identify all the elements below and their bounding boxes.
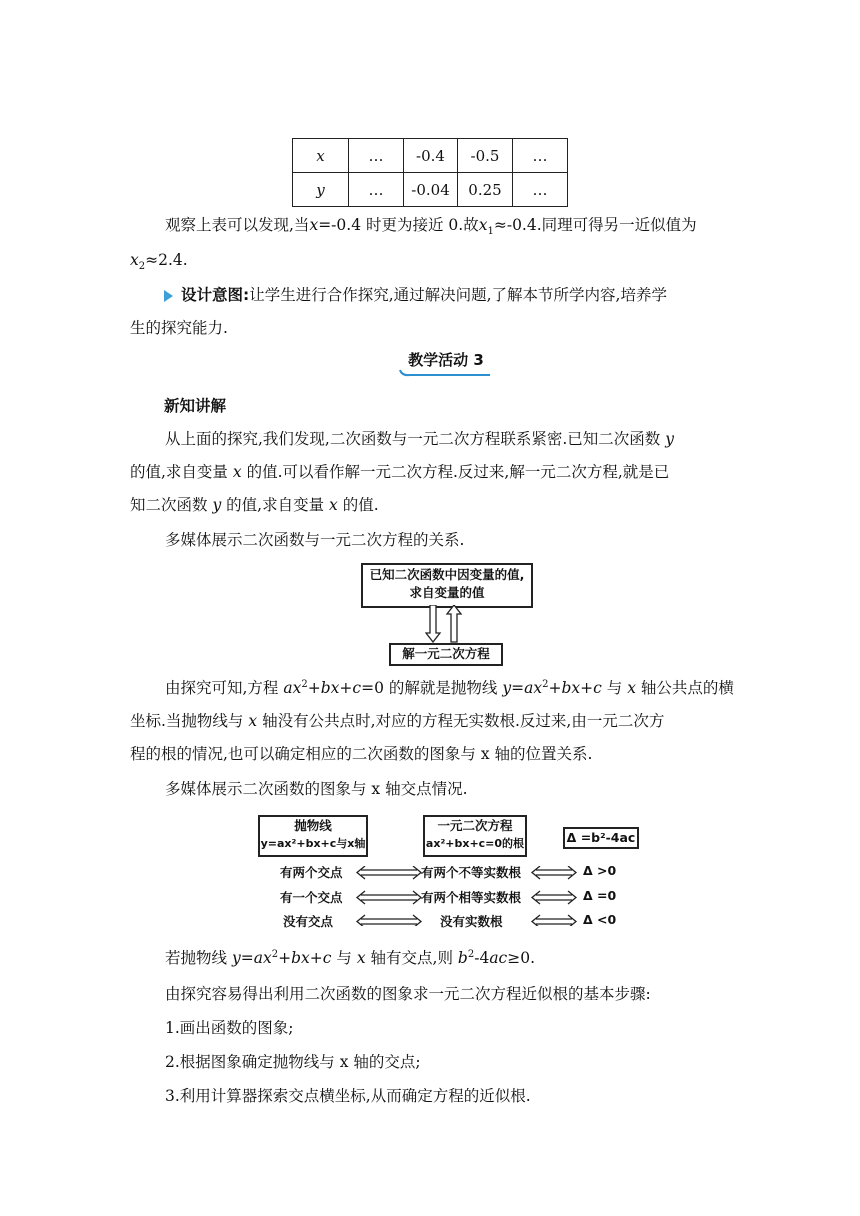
intersection-condition: 若抛物线 $y=ax^2+bx+c$ 与 x 轴有交点,则 $b^2-4ac\ge 0$. <box>165 948 536 967</box>
relation-label: 有两个相等实数根 <box>421 890 522 905</box>
step-item: 1.画出函数的图象; <box>165 1019 294 1037</box>
relation-label: 没有实数根 <box>440 914 503 929</box>
table-cell: -0.4 <box>404 139 458 173</box>
bidirectional-arrow-icon <box>425 605 465 643</box>
table-cell: 0.25 <box>458 173 513 207</box>
table-cell: x <box>293 139 349 173</box>
relation-label: Δ >0 <box>583 863 617 878</box>
explanation-paragraph: 从上面的探究,我们发现,二次函数与一元二次方程联系紧密.已知二次函数 y <box>165 430 674 448</box>
conclusion-paragraph: 由探究可知,方程 $ax^2+bx+c=0$ 的解就是抛物线 $y=ax^2+bx+c$ 与 x 轴公共点的横 <box>165 678 734 697</box>
observation-paragraph-cont: $x_2\approx 2.4$. <box>130 251 188 273</box>
heading-underline-icon <box>398 368 494 378</box>
conclusion-paragraph-cont: 坐标.当抛物线与 x 轴没有公共点时,对应的方程无实数根.反过来,由一元二次方 <box>130 712 665 730</box>
table-cell: … <box>513 173 568 207</box>
relation-label: 有两个交点 <box>280 865 343 880</box>
section-title: 新知讲解 <box>164 397 227 415</box>
equation-box: 一元二次方程 ax²+bx+c=0的根 <box>423 815 527 857</box>
explanation-paragraph-cont2: 知二次函数 y 的值,求自变量 x 的值. <box>130 496 379 514</box>
table-cell: … <box>349 139 404 173</box>
table-row <box>293 173 568 207</box>
table-cell: y <box>293 173 349 207</box>
table-cell: … <box>513 139 568 173</box>
discriminant-box: Δ =b²-4ac <box>563 827 639 849</box>
conclusion-paragraph-cont2: 程的根的情况,也可以确定相应的二次函数的图象与 x 轴的位置关系. <box>130 745 593 763</box>
table-cell: -0.5 <box>458 139 513 173</box>
relation-label: 有两个不等实数根 <box>421 865 522 880</box>
relation-label: 有一个交点 <box>280 890 343 905</box>
steps-intro: 由探究容易得出利用二次函数的图象求一元二次方程近似根的基本步骤: <box>165 985 651 1003</box>
relation-label: 没有交点 <box>283 914 334 929</box>
step-item: 2.根据图象确定抛物线与 x 轴的交点; <box>165 1053 421 1071</box>
table-cell: … <box>349 173 404 207</box>
activity-heading: 教学活动 3 <box>398 348 494 378</box>
solve-equation-box: 解一元二次方程 <box>389 643 503 666</box>
observation-paragraph: 观察上表可以发现,当x=-0.4 时更为接近 0.故$x_1\approx-0.4$.同理可得另一近似值为 <box>165 216 697 238</box>
table-cell: -0.04 <box>404 173 458 207</box>
multimedia-note-1: 多媒体展示二次函数与一元二次方程的关系. <box>165 531 465 549</box>
relation-label: Δ <0 <box>583 912 617 927</box>
play-triangle-icon <box>164 290 173 302</box>
explanation-paragraph-cont: 的值,求自变量 x 的值.可以看作解一元二次方程.反过来,解一元二次方程,就是已 <box>130 463 670 481</box>
table-row <box>293 139 568 173</box>
multimedia-note-2: 多媒体展示二次函数的图象与 x 轴交点情况. <box>165 780 468 798</box>
known-y-box: 已知二次函数中因变量的值, 求自变量的值 <box>361 563 533 608</box>
design-intent: 设计意图:让学生进行合作探究,通过解决问题,了解本节所学内容,培养学 <box>164 282 764 308</box>
step-item: 3.利用计算器探索交点横坐标,从而确定方程的近似根. <box>165 1087 531 1105</box>
double-arrow-icon <box>355 866 425 926</box>
values-table <box>292 138 568 207</box>
double-arrow-icon <box>530 866 580 926</box>
relation-label: Δ =0 <box>583 888 617 903</box>
parabola-box: 抛物线 y=ax²+bx+c与x轴 <box>258 815 368 857</box>
design-intent-cont: 生的探究能力. <box>130 319 228 337</box>
